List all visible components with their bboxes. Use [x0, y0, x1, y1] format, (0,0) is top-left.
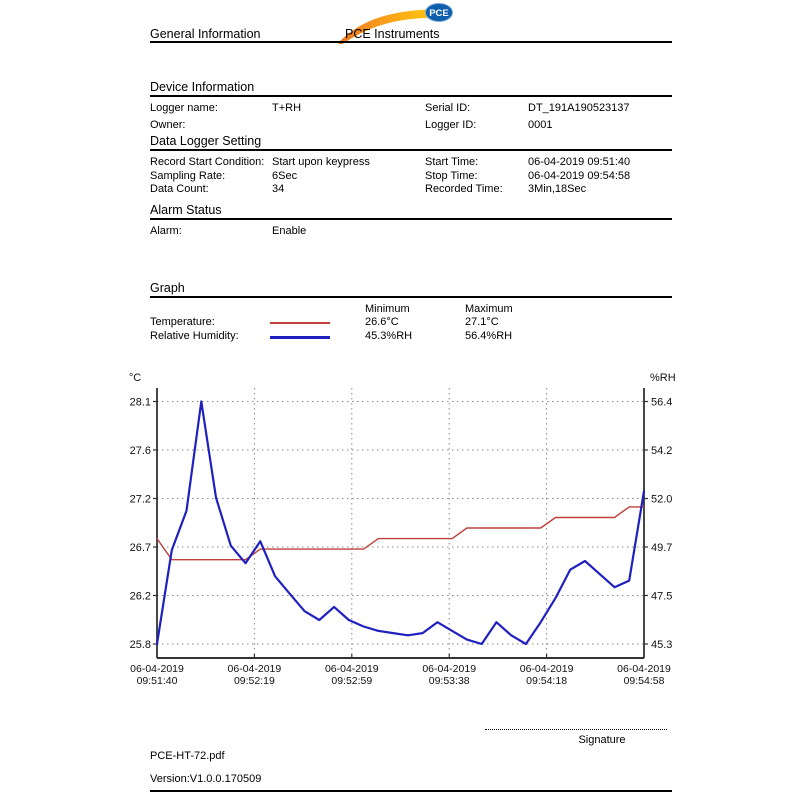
logger-name-label: Logger name:	[150, 102, 218, 114]
humidity-max-value: 56.4%RH	[465, 330, 513, 342]
rh-tick-label: 45.3	[651, 639, 673, 651]
page-title: General Information	[150, 27, 261, 41]
version-text: Version:V1.0.0.170509	[150, 773, 262, 785]
x-time-label: 09:51:40	[136, 675, 178, 687]
alarm-value: Enable	[272, 225, 307, 237]
signature-label: Signature	[578, 734, 626, 746]
rh-tick-label: 54.2	[651, 445, 673, 457]
x-time-label: 09:53:38	[428, 675, 470, 687]
temperature-min-value: 26.6°C	[365, 316, 399, 328]
stop-time-value: 06-04-2019 09:54:58	[528, 170, 631, 182]
temp-tick-label: 26.7	[129, 542, 151, 554]
graph-section-title: Graph	[150, 281, 185, 295]
x-date-label: 06-04-2019	[130, 663, 184, 675]
recorded-time-value: 3Min,18Sec	[528, 183, 587, 195]
start-time-label: Start Time:	[425, 156, 479, 168]
temp-tick-label: 26.2	[129, 590, 151, 603]
temperature-max-value: 27.1°C	[465, 316, 499, 328]
chart-svg	[95, 365, 685, 695]
x-time-label: 09:54:18	[526, 675, 568, 687]
rh-tick-label: 49.7	[651, 542, 673, 554]
temperature-series-line	[157, 507, 644, 560]
header-rule	[150, 41, 672, 43]
serial-id-label: Serial ID:	[425, 102, 471, 114]
device-rule	[150, 95, 672, 97]
alarm-label: Alarm:	[150, 225, 182, 237]
graph-rule	[150, 296, 672, 298]
humidity-line-swatch	[270, 336, 330, 339]
x-date-label: 06-04-2019	[519, 663, 574, 675]
data-count-label: Data Count:	[150, 183, 209, 195]
record-start-value: Start upon keypress	[272, 156, 370, 168]
settings-section-title: Data Logger Setting	[150, 134, 262, 148]
temp-tick-label: 28.1	[129, 396, 151, 409]
x-time-label: 09:52:59	[331, 675, 373, 687]
rh-tick-label: 56.4	[651, 396, 673, 409]
x-time-label: 09:54:58	[623, 675, 665, 687]
recorded-time-label: Recorded Time:	[425, 183, 503, 195]
x-date-label: 06-04-2019	[324, 663, 379, 675]
temp-tick-label: 27.6	[129, 445, 151, 457]
logger-id-value: 0001	[528, 119, 553, 131]
x-time-label: 09:52:19	[233, 675, 275, 687]
temp-axis-unit: °C	[128, 372, 142, 384]
x-date-label: 06-04-2019	[617, 663, 671, 675]
rh-tick-label: 47.5	[651, 590, 673, 603]
humidity-min-value: 45.3%RH	[365, 330, 413, 342]
sampling-rate-label: Sampling Rate:	[150, 170, 226, 182]
device-section-title: Device Information	[150, 80, 255, 94]
footer-rule	[150, 790, 672, 792]
stop-time-label: Stop Time:	[425, 170, 478, 182]
temperature-line-swatch	[270, 322, 330, 324]
data-count-value: 34	[272, 183, 285, 195]
alarm-section-title: Alarm Status	[150, 203, 222, 217]
brand-name: PCE Instruments	[345, 27, 440, 41]
legend-maximum-header: Maximum	[465, 303, 513, 315]
legend-humidity-label: Relative Humidity:	[150, 330, 239, 342]
logger-name-value: T+RH	[272, 102, 302, 114]
settings-rule	[150, 149, 672, 151]
sampling-rate-value: 6Sec	[272, 170, 298, 182]
logger-id-label: Logger ID:	[425, 119, 477, 131]
alarm-rule	[150, 218, 672, 220]
owner-label: Owner:	[150, 119, 186, 131]
x-date-label: 06-04-2019	[227, 663, 282, 675]
temp-tick-label: 27.2	[129, 493, 151, 506]
serial-id-value: DT_191A190523137	[528, 102, 630, 114]
x-date-label: 06-04-2019	[422, 663, 477, 675]
rh-tick-label: 52.0	[651, 493, 673, 506]
logo-text: PCE	[429, 8, 449, 19]
legend-temperature-label: Temperature:	[150, 316, 215, 328]
rh-axis-unit: %RH	[650, 372, 676, 384]
start-time-value: 06-04-2019 09:51:40	[528, 156, 631, 168]
signature-line	[485, 729, 667, 730]
legend-minimum-header: Minimum	[365, 303, 410, 315]
temp-tick-label: 25.8	[129, 639, 151, 651]
humidity-series-line	[157, 402, 644, 645]
file-name: PCE-HT-72.pdf	[150, 750, 225, 762]
record-start-label: Record Start Condition:	[150, 156, 265, 168]
